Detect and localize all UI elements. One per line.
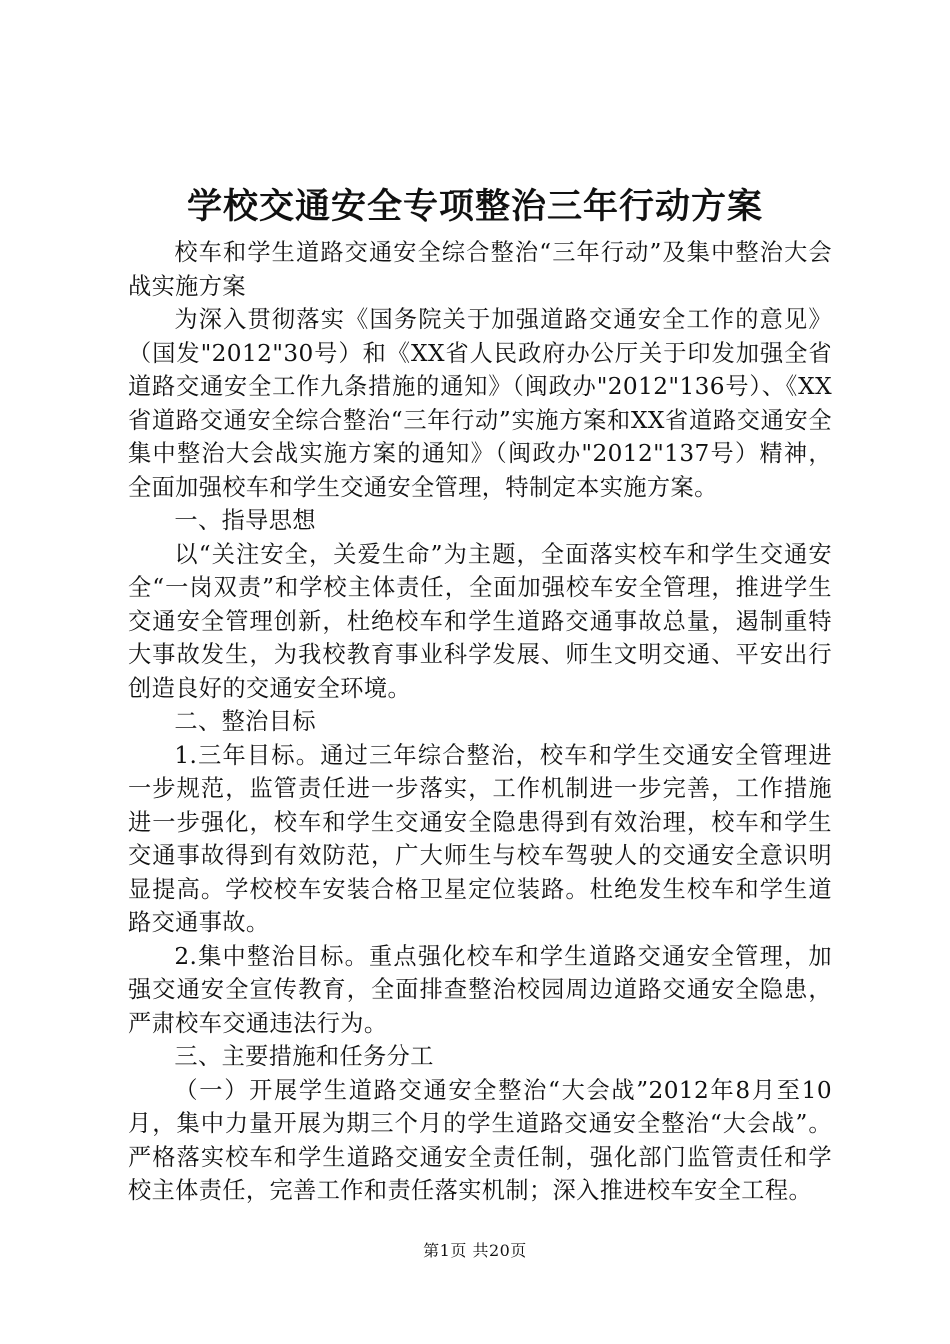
paragraph-measure-one: （一）开展学生道路交通安全整治“大会战”2012年8月至10月，集中力量开展为期三个月的学生道路交通安全整治“大会战”。严格落实校车和学生道路交通安全责任制，强化部门监管责任和学校主体责任，完善工作和责任落实机制；深入推进校车安全工程。 [128, 1076, 832, 1204]
paragraph-guiding-thought: 以“关注安全，关爱生命”为主题，全面落实校车和学生交通安全“一岗双责”和学校主体责任，全面加强校车安全管理，推进学生交通安全管理创新，杜绝校车和学生道路交通事故总量，遏制重特大事故发生，为我校教育事业科学发展、师生文明交通、平安出行创造良好的交通安全环境。 [128, 540, 832, 702]
paragraph-subtitle: 校车和学生道路交通安全综合整治“三年行动”及集中整治大会战实施方案 [128, 239, 832, 300]
paragraph-goal-concentrated: 2.集中整治目标。重点强化校车和学生道路交通安全管理，加强交通安全宣传教育，全面排查整治校园周边道路交通安全隐患，严肃校车交通违法行为。 [128, 942, 832, 1037]
section-heading-guiding-thought: 一、指导思想 [174, 507, 316, 534]
page-footer: 第1页 共20页 [423, 1241, 527, 1260]
paragraph-intro: 为深入贯彻落实《国务院关于加强道路交通安全工作的意见》（国发"2012"30号）和《XX省人民政府办公厅关于印发加强全省道路交通安全工作九条措施的通知》（闽政办"2012"136号）、《XX省道路交通安全综合整治“三年行动”实施方案和XX省道路交通安全集中整治大会战实施方案的通知》（闽政办"2012"137号）精神，全面加强校车和学生交通安全管理，特制定本实施方案。 [128, 306, 832, 501]
document-title: 学校交通安全专项整治三年行动方案 [186, 186, 763, 227]
document-body [128, 236, 832, 1208]
section-heading-measures: 三、主要措施和任务分工 [174, 1043, 434, 1070]
section-heading-goals: 二、整治目标 [174, 708, 316, 735]
paragraph-goal-three-year: 1.三年目标。通过三年综合整治，校车和学生交通安全管理进一步规范，监管责任进一步落实，工作机制进一步完善，工作措施进一步强化，校车和学生交通安全隐患得到有效治理，校车和学生交通事故得到有效防范，广大师生与校车驾驶人的交通安全意识明显提高。学校校车安装合格卫星定位装路。杜绝发生校车和学生道路交通事故。 [128, 741, 832, 936]
